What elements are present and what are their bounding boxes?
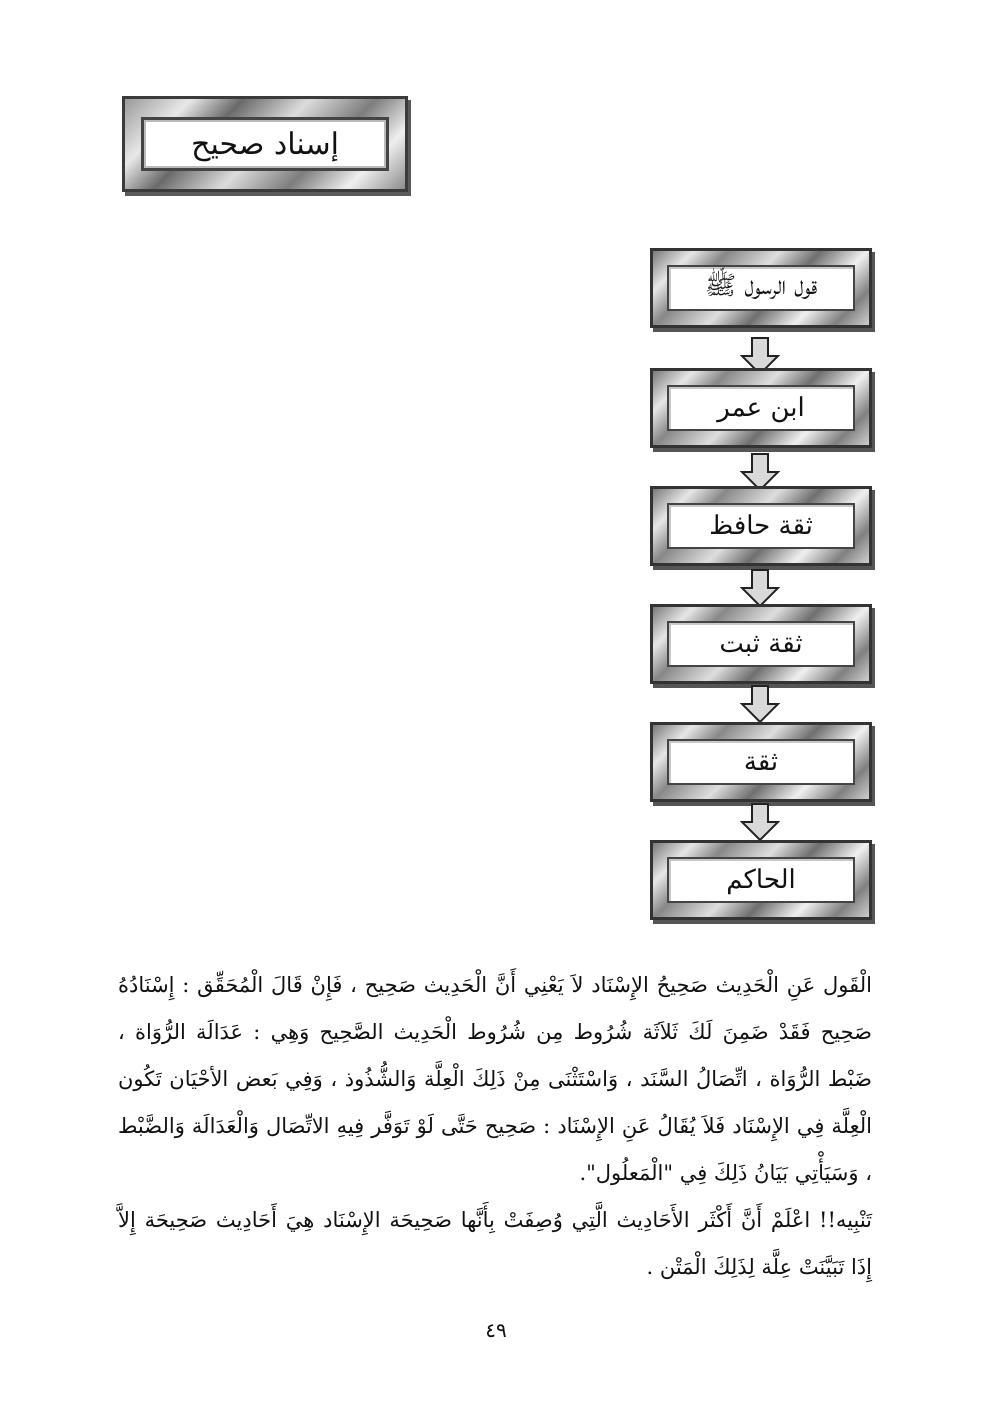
body-text <box>118 962 872 1291</box>
page-number: ٤٩ <box>485 1318 507 1342</box>
down-arrow-icon <box>740 802 780 842</box>
paragraph-explanation: الْقَول عَنِ الْحَدِيث صَحِيحُ الإِسْنَاد لاَ يَعْنِي أَنَّ الْحَدِيث صَحِيح ، فَإِنْ قَالَ الْمُحَقِّق : إِسْنَادُهُ صَحِيح فَقَدْ ضَمِنَ لَكَ ثَلاَثَة شُرُوط مِن شُرُوط الْحَدِيث الصَّحِيح وَهِي : عَدَالَة الرُّوَاة ، ضَبْط الرُّوَاة ، اتِّصَالُ السَّنَد ، وَاسْتَثْنَى مِنْ ذَلِكَ الْعِلَّة وَالشُّذُوذ ، وَفِي بَعض الأحْيَان تَكُون الْعِلَّة فِي الإِسْنَاد فَلاَ يُقَالُ عَنِ الإِسْنَاد : صَحِيح حَتَّى لَوْ تَوَفَّر فِيهِ الاتِّصَال وَالْعَدَالَة وَالضَّبْط ، وَسَيَأْتِي بَيَانُ ذَلِكَ فِي "الْمَعلُول". <box>118 973 872 1185</box>
chain-box-3 <box>650 486 872 566</box>
down-arrow-icon <box>740 568 780 608</box>
chain-label-1: قول الرسول ﷺ <box>667 265 855 311</box>
chain-box-2 <box>650 368 872 448</box>
page-title: إسناد صحيح <box>141 117 389 171</box>
title-frame <box>122 96 408 192</box>
chain-label-2: ابن عمر <box>667 385 855 431</box>
chain-label-6: الحاكم <box>667 857 855 903</box>
down-arrow-icon <box>740 684 780 724</box>
chain-box-1 <box>650 248 872 328</box>
chain-label-3: ثقة حافظ <box>667 503 855 549</box>
chain-label-5: ثقة <box>667 739 855 785</box>
chain-box-5 <box>650 722 872 802</box>
chain-box-4 <box>650 604 872 684</box>
chain-label-4: ثقة ثبت <box>667 621 855 667</box>
chain-box-6 <box>650 840 872 920</box>
paragraph-note: تَنْبِيه!! اعْلَمْ أَنَّ أَكْثَر الأَحَادِيث الَّتِي وُصِفَتْ بِأَنَّها صَحِيحَة الإِسْنَاد هِيَ أَحَادِيث صَحِيحَة إِلاَّ إِذَا تَبَيَّنَتْ عِلَّة لِذَلِكَ الْمَتْن . <box>118 1208 872 1279</box>
